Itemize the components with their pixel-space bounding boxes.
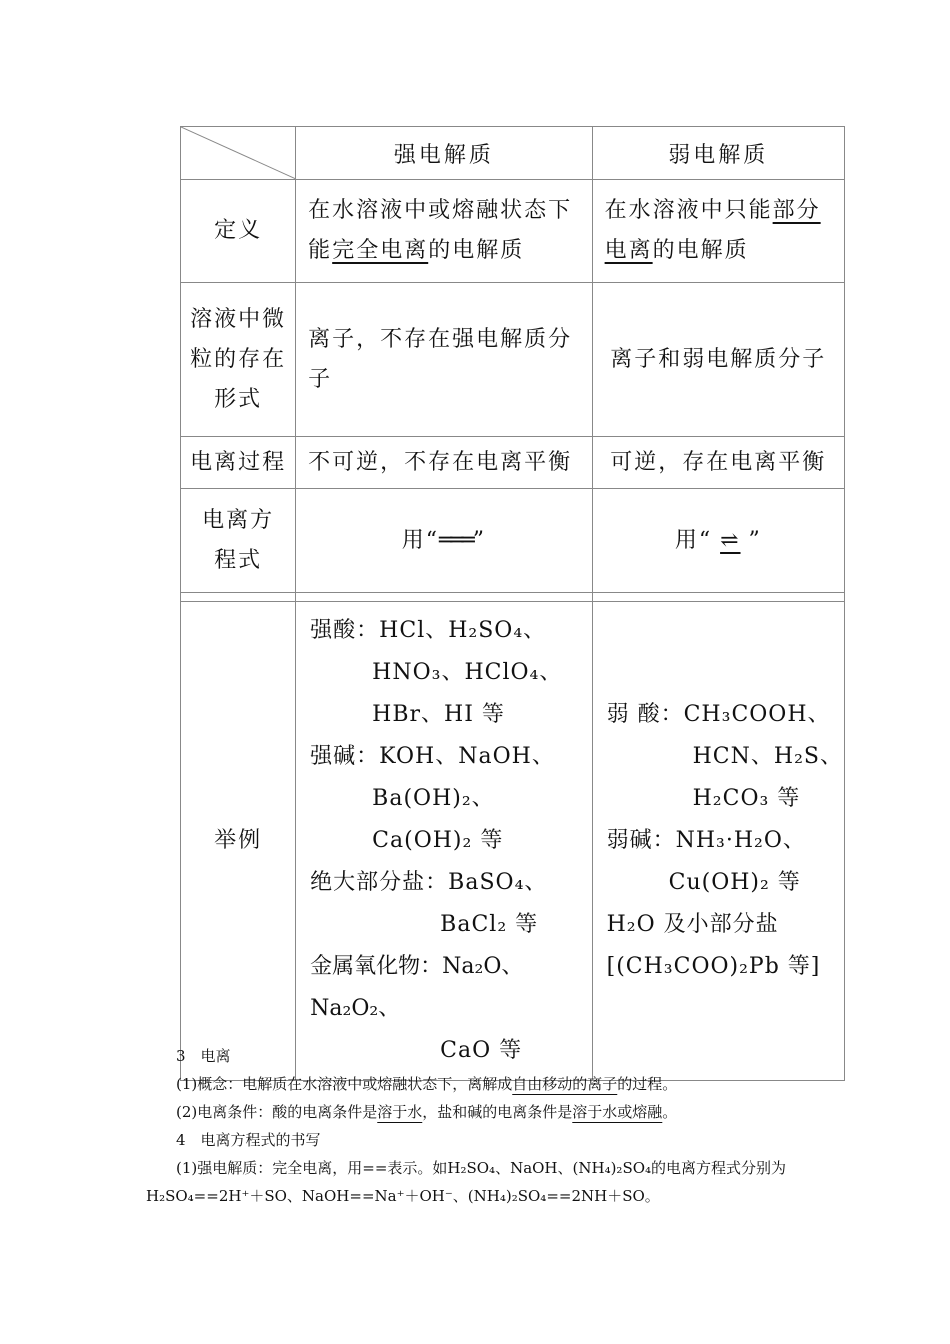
concept-tail: 的过程。 [617, 1075, 678, 1093]
diagonal-corner-cell [181, 127, 296, 180]
reversible-arrow-symbol: ⇌ [720, 527, 741, 553]
definition-weak-key: 部分电离 [604, 198, 821, 263]
section-4-equations: H₂SO₄==2H⁺＋SO、NaOH==Na⁺＋OH⁻、(NH₄)₂SO₄==2NH＋SO。 [146, 1187, 660, 1205]
example-line: 弱碱：NH₃·H₂O、 [606, 828, 806, 853]
row-label-definition: 定义 [181, 180, 296, 283]
equation-weak [592, 489, 844, 593]
process-weak: 可逆，存在电离平衡 [592, 437, 844, 489]
condition-text: (2)电离条件：酸的电离条件是 [176, 1103, 378, 1121]
example-line: 强碱：KOH、NaOH、 [310, 744, 555, 769]
definition-weak [592, 180, 844, 283]
row-equation [181, 489, 845, 593]
equals-symbol: ═══ [439, 527, 473, 553]
example-line: [(CH₃COO)₂Pb 等] [606, 954, 821, 979]
example-line: 绝大部分盐：BaSO₄、 [310, 870, 548, 895]
condition-tail: 。 [662, 1103, 678, 1121]
concept-text: (1)概念：电解质在水溶液中或熔融状态下，离解成 [176, 1075, 513, 1093]
section-3-condition [146, 1098, 866, 1126]
example-line: Ca(OH)₂ 等 [372, 828, 504, 853]
example-line: HCN、H₂S、 [692, 744, 843, 769]
definition-strong-key: 完全电离 [332, 238, 429, 263]
concept-key: 自由移动的离子 [512, 1075, 618, 1093]
row-label-process: 电离过程 [181, 437, 296, 489]
header-row [181, 127, 845, 180]
equation-strong-text: 用“ [401, 527, 440, 553]
definition-strong-tail: 的电解质 [428, 238, 525, 263]
row-particles [181, 283, 845, 437]
particles-strong: 离子，不存在强电解质分子 [296, 283, 592, 437]
section-3-title: 3 电离 [176, 1047, 231, 1065]
definition-strong [296, 180, 592, 283]
examples-weak [592, 602, 844, 1081]
header-strong: 强电解质 [296, 127, 592, 180]
condition-acid-key: 溶于水 [377, 1103, 423, 1121]
definition-strong-text: 在水溶液中或熔融状态下能 [308, 198, 573, 263]
section-4-title: 4 电离方程式的书写 [176, 1131, 321, 1149]
electrolyte-comparison-table [180, 126, 845, 1081]
row-examples [181, 602, 845, 1081]
example-line: H₂CO₃ 等 [692, 786, 801, 811]
section-3-concept [146, 1070, 866, 1098]
equation-weak-close: ” [748, 527, 762, 553]
example-line: 弱 酸：CH₃COOH、 [606, 702, 831, 727]
particles-weak: 离子和弱电解质分子 [592, 283, 844, 437]
example-line: CaO 等 [440, 1038, 523, 1063]
row-definition [181, 180, 845, 283]
diagonal-line [181, 127, 296, 179]
example-line: Cu(OH)₂ 等 [668, 870, 801, 895]
example-line: H₂O 及小部分盐 [606, 912, 779, 937]
row-process [181, 437, 845, 489]
example-line: Ba(OH)₂、 [372, 786, 495, 811]
equation-weak-text: 用“ [674, 527, 713, 553]
example-line: HBr、HI 等 [372, 702, 505, 727]
example-line: BaCl₂ 等 [440, 912, 539, 937]
equation-strong-close: ” [472, 527, 487, 553]
example-line: 金属氧化物：Na₂O、Na₂O₂、 [310, 954, 524, 1021]
process-strong: 不可逆，不存在电离平衡 [296, 437, 592, 489]
header-weak: 弱电解质 [592, 127, 844, 180]
section-4-strong: (1)强电解质：完全电离，用==表示。如H₂SO₄、NaOH、(NH₄)₂SO₄的电离方程式分别为 [176, 1159, 787, 1177]
row-gap [181, 593, 845, 602]
row-label-examples: 举例 [181, 602, 296, 1081]
row-label-particles: 溶液中微粒的存在形式 [181, 283, 296, 437]
definition-weak-tail: 的电解质 [652, 238, 749, 263]
example-line: HNO₃、HClO₄、 [372, 660, 563, 685]
condition-base-key: 溶于水或熔融 [572, 1103, 663, 1121]
ionization-notes [146, 1042, 866, 1210]
equation-strong [296, 489, 592, 593]
examples-strong [296, 602, 592, 1081]
definition-weak-text: 在水溶液中只能 [604, 198, 773, 223]
row-label-equation: 电离方程式 [181, 489, 296, 593]
condition-mid: ，盐和碱的电离条件是 [422, 1103, 573, 1121]
example-line: 强酸：HCl、H₂SO₄、 [310, 618, 547, 643]
